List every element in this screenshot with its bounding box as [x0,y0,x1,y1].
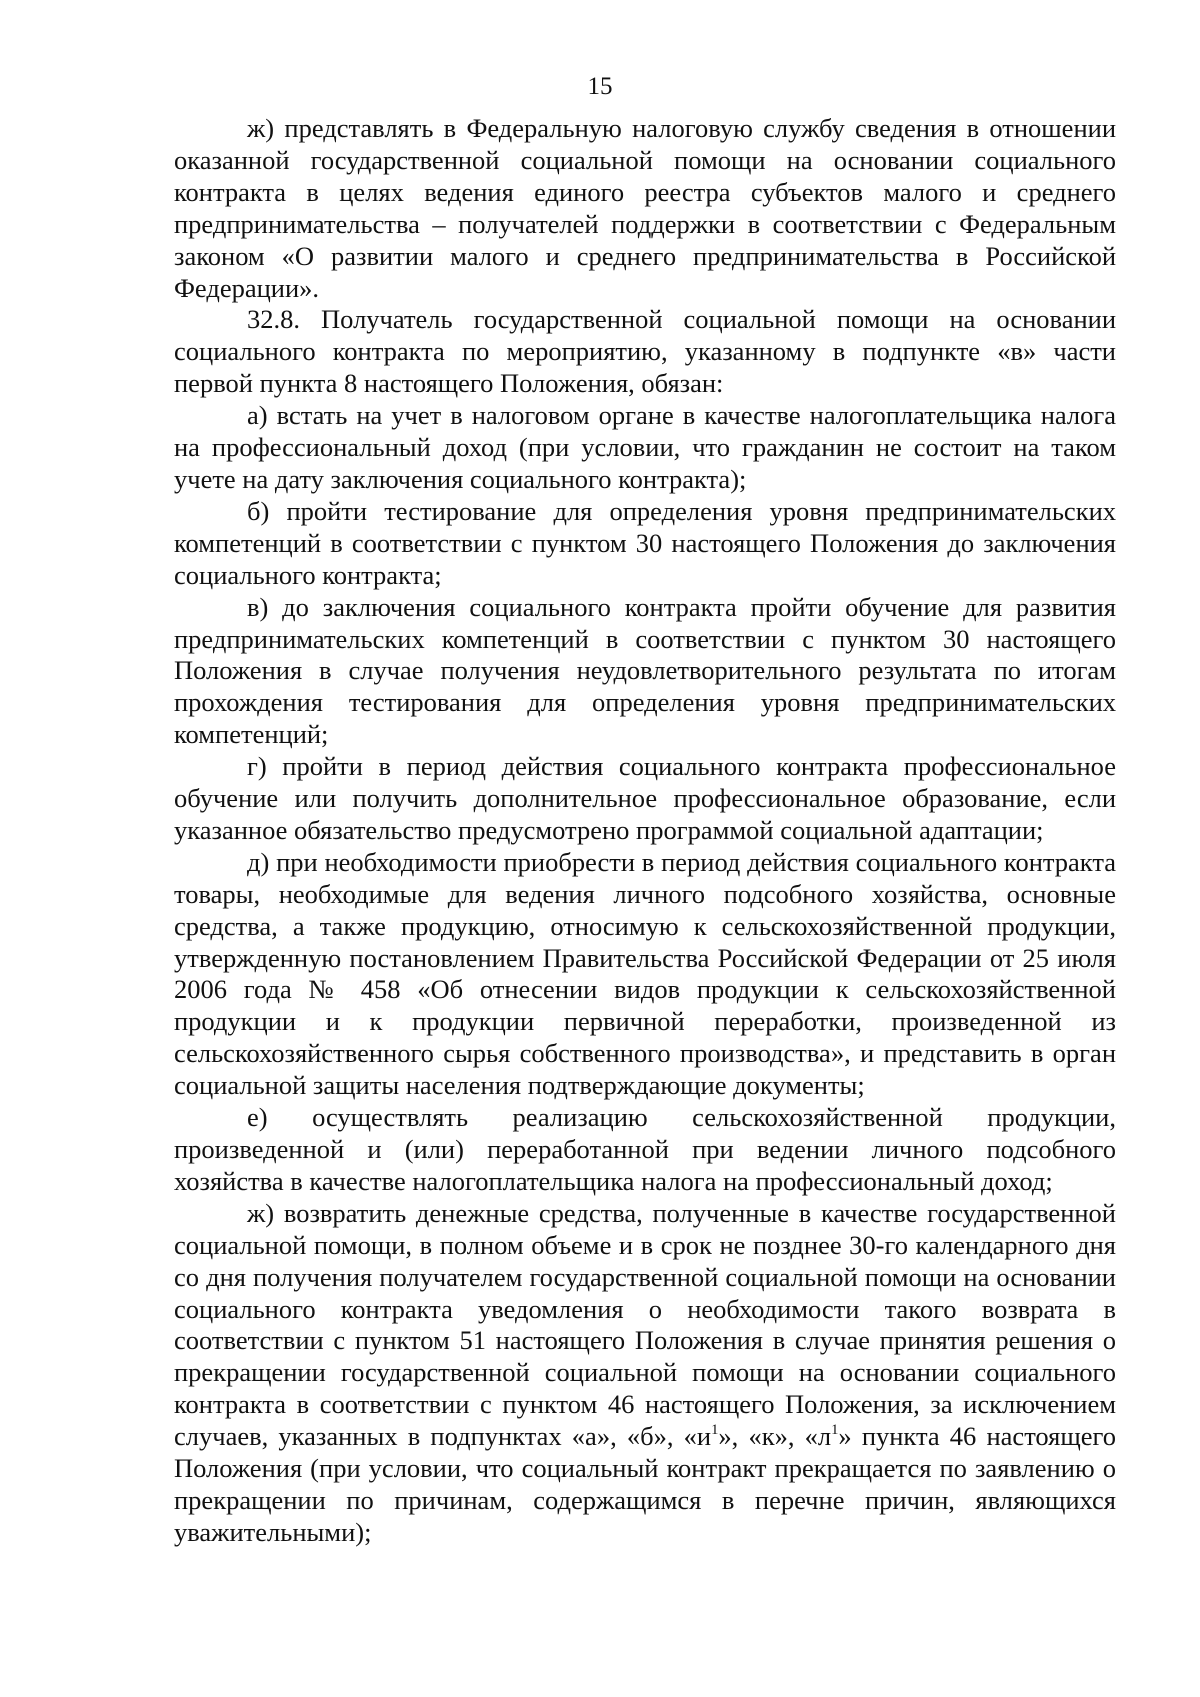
paragraph-d-purchase-goods: д) при необходимости приобрести в период действия социального контракта товары, необходимые для ведения личного подсобного хозяйства, основные средства, а также продукцию, относимую к сельскохозяйственной продукции, утвержденную постановлением Правительства Российской Федерации от 25 июля 2006 года № 458 «Об отнесении видов продукции к сельскохозяйственной продукции и к продукции первичной переработки, произведенной из сельскохозяйственного сырья собственного производства», и представить в орган социальной защиты населения подтверждающие документы; [174,846,1116,1101]
document-body [174,113,1116,1549]
page-number: 15 [587,73,613,100]
paragraph-zh-return-funds [174,1198,1116,1549]
superscript-2: 1 [831,1422,839,1439]
paragraph-e-sale-of-products: е) осуществлять реализацию сельскохозяйственной продукции, произведенной и (или) переработанной при ведении личного подсобного хозяйства в качестве налогоплательщика налога на профессиональный доход; [174,1102,1116,1196]
paragraph-g-professional-education: г) пройти в период действия социального контракта профессиональное обучение или получить дополнительное профессиональное образование, если указанное обязательство предусмотрено программой социальной адаптации; [174,751,1116,845]
paragraph-zh-text-part2: », «к», «л [718,1421,832,1452]
paragraph-b-testing: б) пройти тестирование для определения уровня предпринимательских компетенций в соответствии с пунктом 30 настоящего Положения до заключения социального контракта; [174,495,1116,590]
paragraph-32-8-heading: 32.8. Получатель государственной социальной помощи на основании социального контракта по мероприятию, указанному в подпункте «в» части первой пункта 8 настоящего Положения, обязан: [174,304,1116,399]
paragraph-zh-text-part1: ж) возвратить денежные средства, полученные в качестве государственной социальной помощи, в полном объеме и в срок не позднее 30-го календарного дня со дня получения получателем государственной социальной помощи на основании социального контракта уведомления о необходимости такого возврата в соответствии с пунктом 51 настоящего Положения в случае принятия решения о прекращении государственной социальной помощи на основании социального контракта в соответствии с пунктом 46 настоящего Положения, за исключением случаев, указанных в подпунктах «а», «б», «и [174,1197,1116,1452]
paragraph-a-tax-registration: а) встать на учет в налоговом органе в качестве налогоплательщика налога на профессиональный доход (при условии, что гражданин не состоит на таком учете на дату заключения социального контракта); [174,400,1116,494]
paragraph-v-training: в) до заключения социального контракта пройти обучение для развития предпринимательских компетенций в соответствии с пунктом 30 настоящего Положения в случае получения неудовлетворительного результата по итогам прохождения тестирования для определения уровня предпринимательских компетенций; [174,591,1116,750]
paragraph-zh-ftn-reporting: ж) представлять в Федеральную налоговую службу сведения в отношении оказанной государственной социальной помощи на основании социального контракта в целях ведения единого реестра субъектов малого и среднего предпринимательства – получателей поддержки в соответствии с Федеральным законом «О развитии малого и среднего предпринимательства в Российской Федерации». [174,113,1116,303]
paragraph-zh-text-part3: » пункта 46 настоящего Положения (при условии, что социальный контракт прекращается по заявлению о прекращении по причинам, содержащимся в перечне причин, являющихся уважительными); [174,1421,1116,1547]
superscript-1: 1 [711,1422,719,1439]
